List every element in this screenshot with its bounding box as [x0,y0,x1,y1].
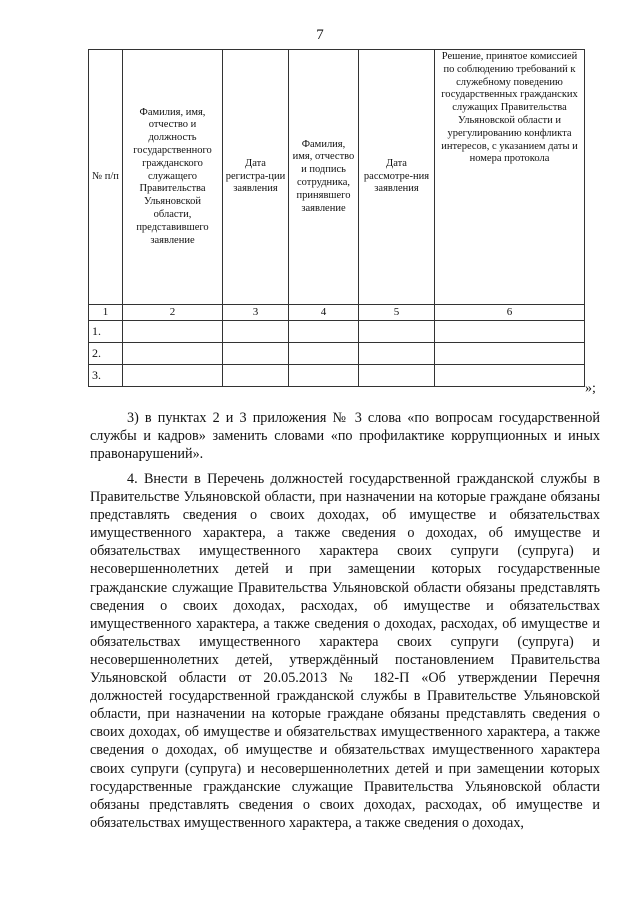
paragraph-text: 3) в пунктах 2 и 3 приложения № 3 слова «по вопросам государственной службы и кадров» заменить словами «по профилактике коррупционных и иных правонарушений». [90,410,600,463]
column-number: 2 [123,305,223,321]
row-number: 1. [89,321,123,343]
table-cell [359,365,435,387]
header-cell-number: № п/п [89,50,123,305]
table-cell [359,321,435,343]
table-cell [289,365,359,387]
paragraph-item-4 [90,470,600,832]
header-cell-full-name: Фамилия, имя, отчество и должность государственного гражданского служащего Правительства Ульяновской области, представившего заявление [123,50,223,305]
column-number: 5 [359,305,435,321]
column-number: 1 [89,305,123,321]
table-cell [359,343,435,365]
table-cell [289,343,359,365]
table-cell [223,343,289,365]
row-number: 3. [89,365,123,387]
header-cell-receiver: Фамилия, имя, отчество и подпись сотрудника, принявшего заявление [289,50,359,305]
table-cell [123,321,223,343]
column-number-row [89,305,585,321]
row-number: 2. [89,343,123,365]
column-number: 3 [223,305,289,321]
header-cell-registration-date: Дата регистра-ции заявления [223,50,289,305]
table-header-row [89,50,585,305]
table-row [89,321,585,343]
header-cell-review-date: Дата рассмотре-ния заявления [359,50,435,305]
paragraph-item-3 [90,409,600,463]
closing-quote: »; [585,381,596,396]
column-number: 6 [435,305,585,321]
column-number: 4 [289,305,359,321]
header-cell-decision: Решение, принятое комиссией по соблюдению требований к служебному поведению государственных гражданских служащих Правительства Ульяновской области и урегулированию конфликта интересов, с указанием даты и номера протокола [435,50,585,305]
table-cell [435,321,585,343]
table-cell [123,365,223,387]
page-number: 7 [316,27,324,43]
registration-table [88,49,585,387]
table-row [89,365,585,387]
table-cell [223,321,289,343]
table-cell [123,343,223,365]
table-row [89,343,585,365]
paragraph-text: 4. Внести в Перечень должностей государственной гражданской службы в Правительстве Ульяновской области, при назначении на которые граждане обязаны представлять сведения о своих доходах, об имуществе и обязательствах имущественного характера, а также сведения о доходах, об имуществе и обязательствах имущественного характера своих супруги (супруга) и несовершеннолетних детей и при замещении которых государственные гражданские служащие Правительства Ульяновской области обязаны представлять сведения о своих доходах, расходах, об имуществе и обязательствах имущественного характера, а также сведения о доходах, расходах, об имуществе и обязательствах имущественного характера своих супруги (супруга) и несовершеннолетних детей, утверждённый постановлением Правительства Ульяновской области от 20.05.2013 № 182-П «Об утверждении Перечня должностей государственной гражданской службы в Правительстве Ульяновской области, при назначении на которые граждане обязаны представлять сведения о своих доходах, об имуществе и обязательствах имущественного характера, а также сведения о доходах, об имуществе и обязательствах имущественного характера своих супруги (супруга) и несовершеннолетних детей и при замещении которых государственные гражданские служащие Правительства Ульяновской области обязаны представлять сведения о своих доходах, расходах, об имуществе и обязательствах имущественного характера, а также сведения о доходах, [90,471,600,831]
table-cell [435,365,585,387]
table-cell [289,321,359,343]
table-cell [223,365,289,387]
table-cell [435,343,585,365]
